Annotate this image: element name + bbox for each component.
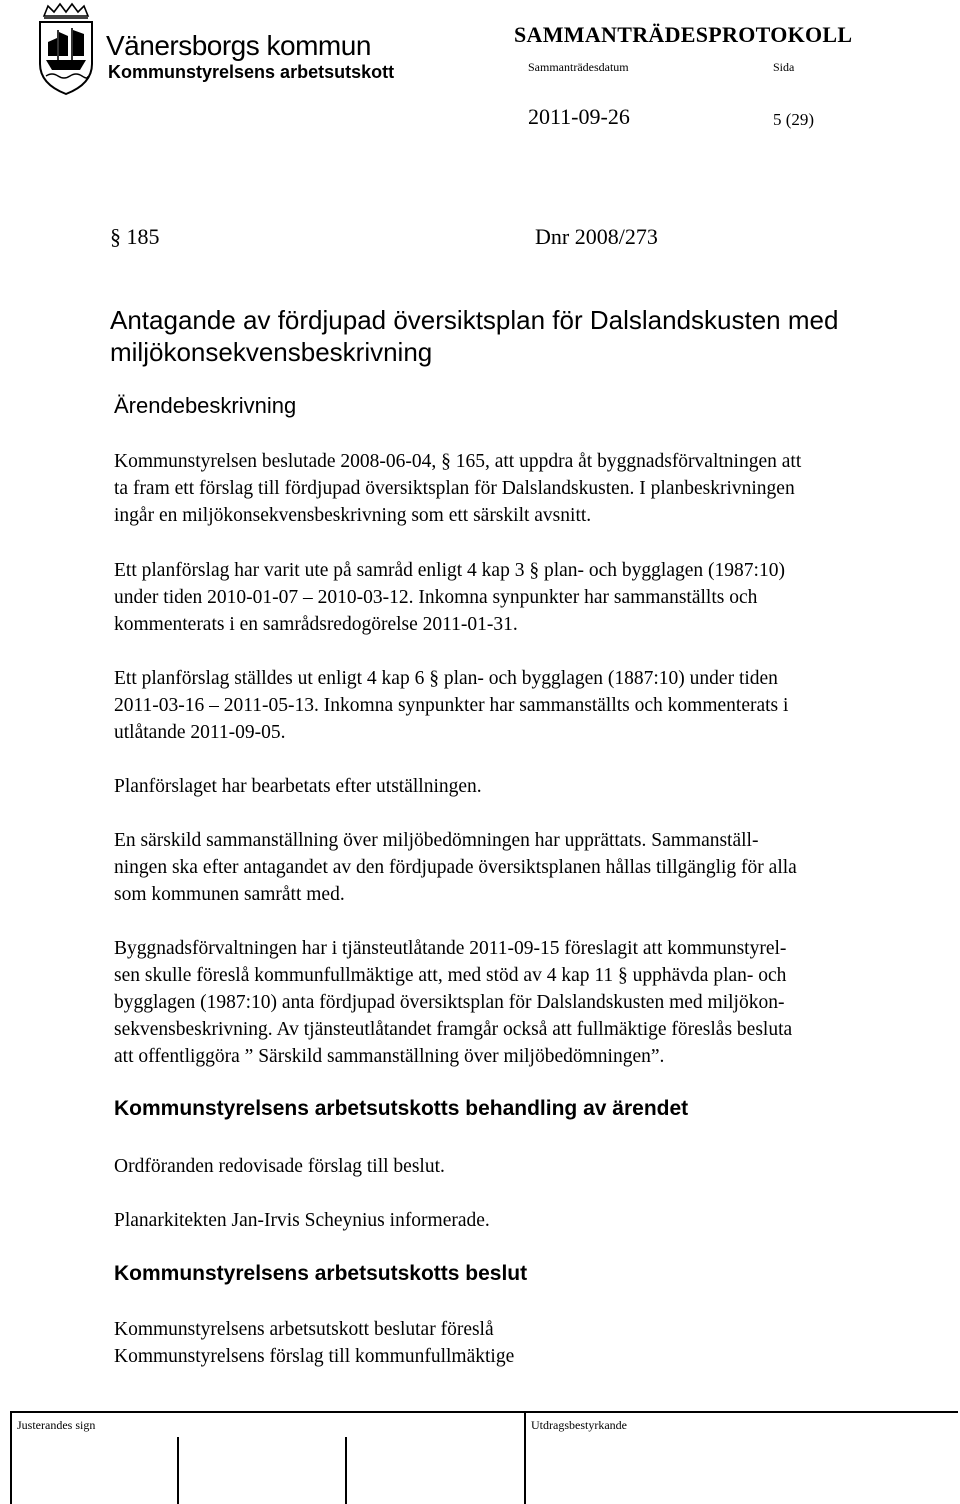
case-paragraph-number: § 185 xyxy=(110,224,160,249)
text-line: Ett planförslag ställdes ut enligt 4 kap 6 § plan- och bygglagen (1887:10) under tiden xyxy=(114,668,778,689)
text-line: utlåtande 2011-09-05. xyxy=(114,722,286,743)
text-line: under tiden 2010-01-07 – 2010-03-12. Inkomna synpunkter har sammanställts och xyxy=(114,587,758,608)
organization-subunit: Kommunstyrelsens arbetsutskott xyxy=(108,62,395,82)
text-line: som kommunen samrått med. xyxy=(114,884,345,905)
case-title xyxy=(110,304,950,368)
text-line: Kommunstyrelsen beslutade 2008-06-04, § 165, att uppdra åt byggnadsförvaltningen att xyxy=(114,451,802,472)
footer-signature-label: Justerandes sign xyxy=(17,1418,96,1432)
municipality-logo-icon xyxy=(34,2,98,96)
case-title-line: miljökonsekvensbeskrivning xyxy=(110,337,433,367)
text-line: Kommunstyrelsens arbetsutskott beslutar föreslå xyxy=(114,1319,494,1340)
text-line: Kommunstyrelsens förslag till kommunfullmäktige xyxy=(114,1346,515,1367)
meeting-date: 2011-09-26 xyxy=(528,104,630,129)
text-line: Byggnadsförvaltningen har i tjänsteutlåtande 2011-09-15 föreslagit att kommunstyrel- xyxy=(114,938,787,959)
text-line: kommenterats i en samrådsredogörelse 2011-01-31. xyxy=(114,614,518,635)
case-dnr: Dnr 2008/273 xyxy=(535,224,658,249)
text-line: 2011-03-16 – 2011-05-13. Inkomna synpunkter har sammanställts och kommenterats i xyxy=(114,695,789,716)
text-line: Planarkitekten Jan-Irvis Scheynius informerade. xyxy=(114,1210,490,1231)
footer-column-divider xyxy=(10,1413,12,1504)
text-line: sen skulle föreslå kommunfullmäktige att, med stöd av 4 kap 11 § upphävda plan- och xyxy=(114,965,787,986)
text-line: Ett planförslag har varit ute på samråd enligt 4 kap 3 § plan- och bygglagen (1987:10) xyxy=(114,560,785,581)
page-label: Sida xyxy=(773,60,795,74)
organization-name: Vänersborgs kommun xyxy=(106,30,371,61)
footer-signature-divider xyxy=(177,1437,179,1504)
meeting-date-label: Sammanträdesdatum xyxy=(528,60,629,74)
text-line: Planförslaget har bearbetats efter utställningen. xyxy=(114,776,482,797)
text-line: En särskild sammanställning över miljöbedömningen har upprättats. Sammanställ- xyxy=(114,830,759,851)
text-line: ningen ska efter antagandet av den fördjupade översiktsplanen hållas tillgänglig för alla xyxy=(114,857,797,878)
section-heading-description: Ärendebeskrivning xyxy=(114,393,297,418)
case-title-line: Antagande av fördjupad översiktsplan för Dalslandskusten med xyxy=(110,305,839,335)
paragraph-environmental-summary xyxy=(114,827,944,908)
page-number: 5 (29) xyxy=(773,110,815,129)
footer-extract-label: Utdragsbestyrkande xyxy=(531,1418,627,1432)
paragraph-exhibition xyxy=(114,665,944,746)
paragraph-proposal xyxy=(114,935,944,1070)
text-line: ta fram ett förslag till fördjupad översiktsplan för Dalslandskusten. I planbeskrivningen xyxy=(114,478,795,499)
section-heading-decision: Kommunstyrelsens arbetsutskotts beslut xyxy=(114,1262,528,1285)
text-line: ingår en miljökonsekvensbeskrivning som ett särskilt avsnitt. xyxy=(114,505,592,526)
footer-column-divider xyxy=(524,1413,526,1504)
footer-signature-divider xyxy=(345,1437,347,1504)
paragraph-revision xyxy=(114,773,944,800)
footer-divider xyxy=(10,1411,958,1413)
paragraph-chair-proposal xyxy=(114,1153,944,1180)
section-heading-handling: Kommunstyrelsens arbetsutskotts behandling av ärendet xyxy=(114,1097,689,1120)
paragraph-assignment xyxy=(114,448,944,529)
paragraph-architect-info xyxy=(114,1207,944,1234)
paragraph-consultation xyxy=(114,557,944,638)
text-line: sekvensbeskrivning. Av tjänsteutlåtandet framgår också att fullmäktige föreslås besluta xyxy=(114,1019,793,1040)
text-line: att offentliggöra ” Särskild sammanställning över miljöbedömningen”. xyxy=(114,1046,665,1067)
document-type: SAMMANTRÄDESPROTOKOLL xyxy=(514,22,853,47)
paragraph-decision xyxy=(114,1316,944,1370)
text-line: Ordföranden redovisade förslag till beslut. xyxy=(114,1156,445,1177)
text-line: bygglagen (1987:10) anta fördjupad översiktsplan för Dalslandskusten med miljökon- xyxy=(114,992,785,1013)
